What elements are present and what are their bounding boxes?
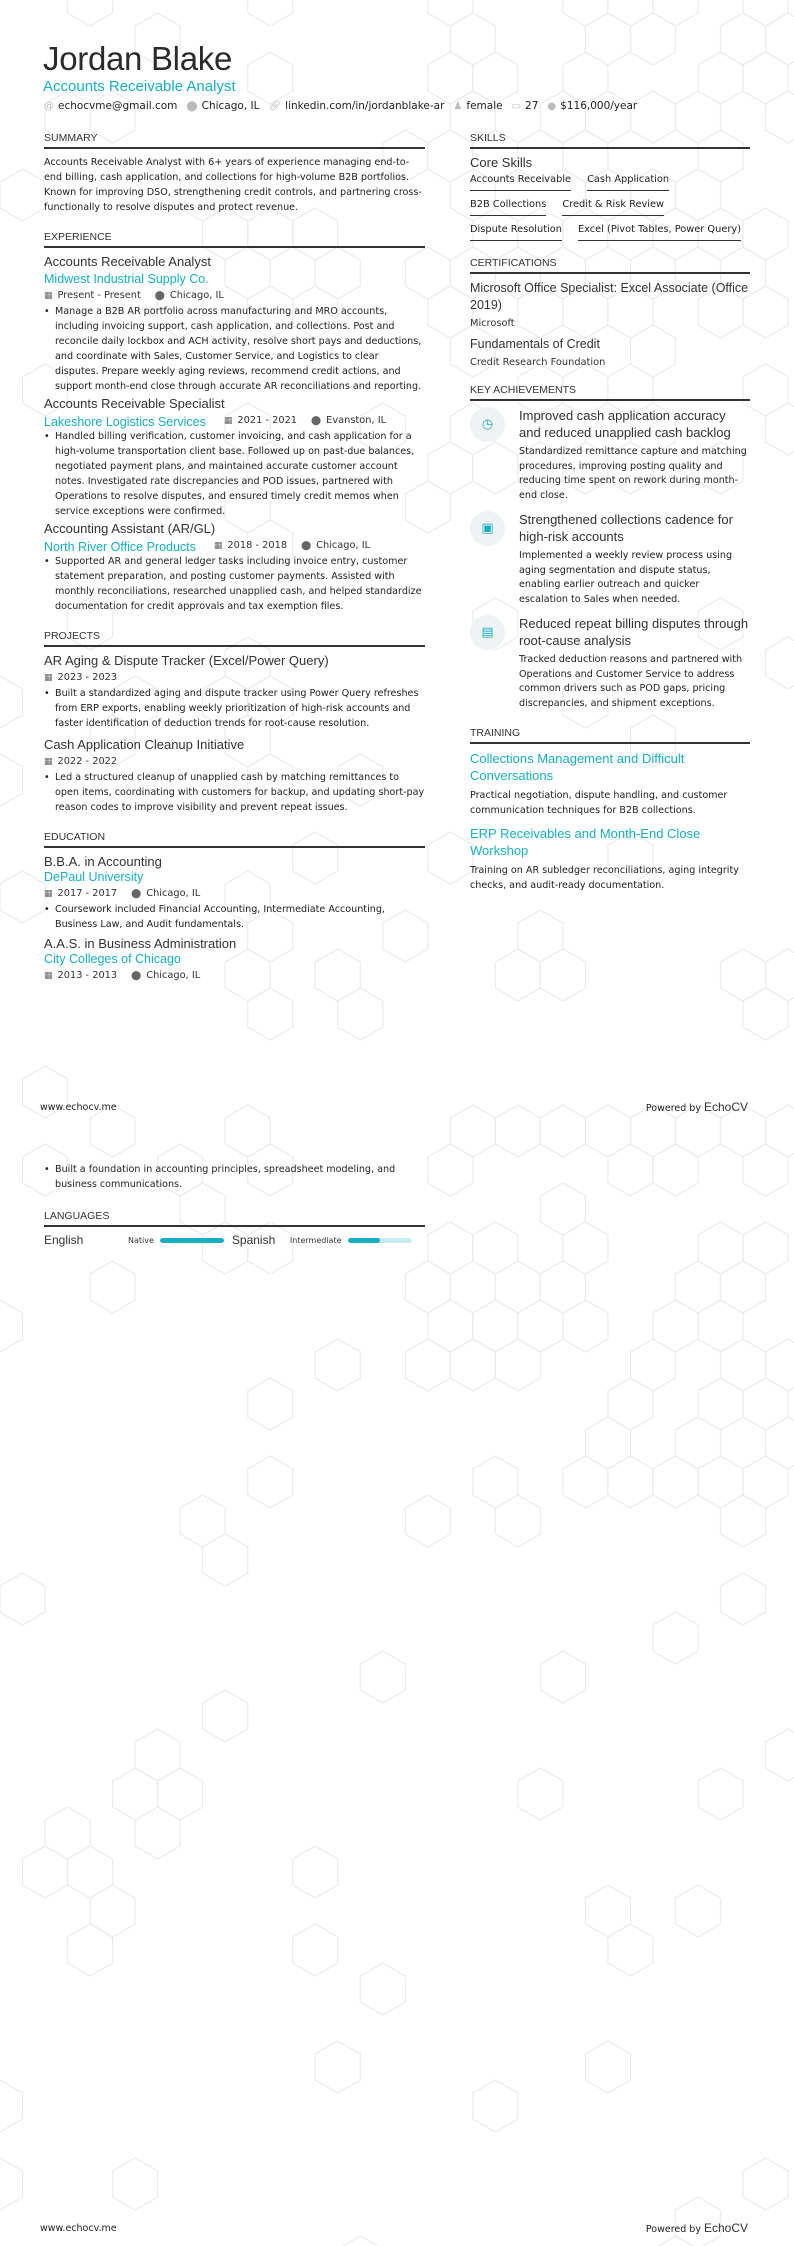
dates-text: 2018 - 2018	[227, 540, 288, 551]
job-role: Accounts Receivable Specialist	[44, 396, 225, 411]
company-name: North River Office Products	[44, 539, 196, 554]
left-column	[44, 132, 425, 997]
language-level: Intermediate	[289, 1235, 342, 1245]
location-pin-icon: ⬤	[311, 416, 322, 426]
calendar-icon: ▦	[223, 416, 233, 426]
age-text: 27	[525, 100, 539, 112]
candidate-name: Jordan Blake	[43, 40, 233, 77]
date-range	[44, 672, 425, 683]
summary-text: Accounts Receivable Analyst with 6+ years of experience managing end-to-end billing, cash application, and collections for high-volume B2B portfolios. Known for improving DSO, strengthening credit controls, and partnering cross-functionally to resolve disputes and protect revenue.	[44, 157, 422, 213]
achievement-item	[470, 407, 750, 503]
skill-tag: Dispute Resolution	[470, 224, 562, 241]
link-icon: 🔗︎	[268, 101, 282, 112]
certification-name: Microsoft Office Specialist: Excel Associate (Office 2019)	[470, 281, 749, 312]
project-name: AR Aging & Dispute Tracker (Excel/Power Query)	[44, 653, 329, 668]
location-text: Chicago, IL	[146, 970, 201, 981]
calendar-icon: ▦	[44, 757, 53, 767]
meta	[214, 540, 370, 551]
section-title: PROJECTS	[44, 630, 425, 647]
resume-page-2	[0, 1120, 794, 2246]
bullet: • Led a structured cleanup of unapplied cash by matching remittances to open items, coordinating with customers for backup, and updating short-pay reason codes to improve visibility and prevent repeat issues.	[44, 770, 425, 815]
languages-section	[44, 1210, 425, 1247]
edu-meta	[44, 970, 425, 981]
bookmark-icon: ▣	[470, 511, 505, 546]
date-range	[44, 756, 425, 767]
footer-site-link[interactable]: www.echocv.me	[40, 2223, 117, 2234]
bullet: • Coursework included Financial Accounting, Intermediate Accounting, Business Law, and Audit fundamentals.	[44, 902, 425, 932]
training-desc: Training on AR subledger reconciliations, aging integrity checks, and audit-ready documentation.	[470, 865, 739, 891]
location-text: Chicago, IL	[316, 540, 371, 551]
achievements-section	[470, 384, 750, 711]
skill-tag: Credit & Risk Review	[562, 199, 664, 216]
date-range	[44, 970, 117, 981]
training-name: ERP Receivables and Month-End Close Workshop	[470, 826, 701, 858]
location-text: Chicago, IL	[169, 290, 224, 301]
dates-text: 2021 - 2021	[237, 415, 298, 426]
contact-gender	[453, 100, 502, 112]
achievement-desc: Standardized remittance capture and matching procedures, improving posting quality and reducing time spent on rework during month-end close.	[519, 446, 747, 501]
section-title: SKILLS	[470, 132, 750, 149]
bullet: • Supported AR and general ledger tasks including invoice entry, customer statement preparation, and posting customer payments. Assisted with monthly reconciliations, researched unapplied cash, and helped standardize documentation for credit approvals and tax exemption files.	[44, 554, 425, 614]
experience-section	[44, 231, 425, 614]
school-name: City Colleges of Chicago	[44, 952, 181, 966]
job-role: Accounting Assistant (AR/GL)	[44, 521, 216, 536]
location-text: Chicago, IL	[201, 100, 260, 112]
salary-text: $116,000/year	[560, 100, 638, 112]
right-column	[470, 132, 750, 909]
location-pin-icon: ⬤	[301, 541, 312, 551]
skill-tags	[470, 174, 750, 241]
experience-item	[44, 396, 425, 519]
dates-text: 2023 - 2023	[57, 672, 118, 683]
location-text: Evanston, IL	[326, 415, 387, 426]
footer-powered-by[interactable]	[646, 1100, 748, 1114]
training-desc: Practical negotiation, dispute handling, and customer communication techniques for B2B collections.	[470, 790, 728, 816]
location-pin-icon: ⬤	[131, 889, 142, 899]
project-item	[44, 737, 425, 815]
clock-icon: ◷	[470, 407, 505, 442]
dates-text: 2017 - 2017	[57, 888, 118, 899]
section-title: KEY ACHIEVEMENTS	[470, 384, 750, 401]
skill-tag: Accounts Receivable	[470, 174, 571, 191]
certification-name: Fundamentals of Credit	[470, 337, 600, 351]
certifications-section	[470, 257, 750, 368]
skill-group-title: Core Skills	[470, 155, 533, 170]
achievement-title: Reduced repeat billing disputes through root-cause analysis	[519, 616, 749, 648]
location-text: Chicago, IL	[146, 888, 201, 899]
education-section	[44, 831, 425, 981]
achievement-desc: Implemented a weekly review process using aging segmentation and dispute status, enabling earlier outreach and quicker escalation to Sales when needed.	[519, 550, 733, 605]
gender-text: female	[466, 100, 503, 112]
company-name: Lakeshore Logistics Services	[44, 414, 206, 429]
section-title: CERTIFICATIONS	[470, 257, 750, 274]
calendar-icon: ▦	[44, 673, 53, 683]
job-role: Accounts Receivable Analyst	[44, 254, 211, 269]
project-item	[44, 653, 425, 731]
resume-page-1	[0, 0, 794, 1120]
education-item	[44, 936, 425, 981]
job-location	[311, 415, 386, 426]
edu-location	[131, 970, 200, 981]
location-pin-icon: ⬤	[154, 291, 165, 301]
achievement-item	[470, 511, 750, 607]
training-name: Collections Management and Difficult Conversations	[470, 751, 685, 783]
job-meta	[44, 290, 425, 301]
contact-location	[186, 100, 259, 112]
school-name: DePaul University	[44, 870, 144, 884]
company-name: Midwest Industrial Supply Co.	[44, 272, 209, 286]
experience-item	[44, 521, 425, 614]
linkedin-text: linkedin.com/in/jordanblake-ar	[285, 100, 445, 112]
achievement-item	[470, 615, 750, 711]
section-title: TRAINING	[470, 727, 750, 744]
calculator-icon: ▤	[470, 615, 505, 650]
powered-text: Powered by	[645, 2224, 701, 2235]
date-range	[44, 290, 141, 301]
projects-section	[44, 630, 425, 815]
powered-text: Powered by	[645, 1103, 701, 1114]
contact-info	[44, 100, 637, 112]
calendar-icon: ▭	[511, 101, 522, 112]
bullet: • Manage a B2B AR portfolio across manufacturing and MRO accounts, including invoicing support, cash application, and collections. Post and reconcile daily lockbox and ACH activity, resolve short pays and deductions, and coordinate with Sales, Customer Service, and Logistics to clear disputes. Prepare weekly aging reviews, recommend credit actions, and support month-end close through accurate AR reconciliations and reporting.	[44, 304, 425, 394]
calendar-icon: ▦	[44, 889, 53, 899]
job-location	[155, 290, 224, 301]
contact-salary	[547, 100, 637, 112]
footer-powered-by[interactable]	[646, 2221, 748, 2235]
date-range	[214, 540, 287, 551]
degree: B.B.A. in Accounting	[44, 854, 162, 869]
job-meta	[44, 536, 425, 554]
brand-logo: EchoCV	[703, 1100, 748, 1114]
contact-linkedin[interactable]	[268, 100, 444, 112]
date-range	[224, 415, 297, 426]
at-icon: @	[44, 101, 54, 112]
achievement-desc: Tracked deduction reasons and partnered with Operations and Customer Service to address common drivers such as POD gaps, pricing discrepancies, and shipment exceptions.	[519, 654, 743, 709]
footer-site-link[interactable]: www.echocv.me	[40, 1102, 117, 1113]
brand-logo: EchoCV	[703, 2221, 748, 2235]
date-range	[44, 888, 117, 899]
contact-age	[512, 100, 539, 112]
bullet: • Handled billing verification, customer invoicing, and cash application for a high-volume transportation client base. Followed up on past-due balances, negotiated payment plans, and maintained accurate customer account notes. Investigated rate discrepancies and POD issues, partnered with Operations to resolve disputes, and ensured timely credit memos when service exceptions were confirmed.	[44, 429, 425, 519]
edu-meta	[44, 888, 425, 899]
language-list	[44, 1233, 425, 1247]
email-text: echocvme@gmail.com	[58, 100, 178, 112]
skill-tag: Cash Application	[587, 174, 669, 191]
location-pin-icon: ⬤	[131, 971, 142, 981]
meta	[224, 415, 386, 426]
language-name: English	[44, 1233, 84, 1247]
contact-email[interactable]	[44, 100, 177, 112]
candidate-title: Accounts Receivable Analyst	[43, 78, 236, 95]
achievement-title: Strengthened collections cadence for high-risk accounts	[519, 512, 733, 544]
bullet: • Built a foundation in accounting principles, spreadsheet modeling, and business communications.	[44, 1162, 425, 1192]
experience-item	[44, 254, 425, 394]
language-level: Native	[128, 1235, 154, 1245]
language-name: Spanish	[231, 1233, 276, 1247]
project-name: Cash Application Cleanup Initiative	[44, 737, 245, 752]
edu-location	[131, 888, 200, 899]
location-pin-icon: ⬤	[186, 101, 198, 112]
training-section	[470, 727, 750, 893]
dates-text: 2013 - 2013	[57, 970, 118, 981]
dates-text: Present - Present	[57, 290, 141, 301]
skill-tag: Excel (Pivot Tables, Power Query)	[578, 224, 741, 241]
education-item	[44, 854, 425, 932]
language-proficiency-bar	[160, 1238, 224, 1243]
dates-text: 2022 - 2022	[57, 756, 118, 767]
summary-section	[44, 132, 425, 215]
left-column-continued	[44, 1162, 425, 1263]
language-proficiency-bar	[348, 1238, 412, 1243]
section-title: EXPERIENCE	[44, 231, 425, 248]
money-icon: ●	[547, 101, 557, 112]
skill-tag: B2B Collections	[470, 199, 546, 216]
section-title: EDUCATION	[44, 831, 425, 848]
calendar-icon: ▦	[44, 291, 53, 301]
calendar-icon: ▦	[213, 541, 223, 551]
calendar-icon: ▦	[44, 971, 53, 981]
degree: A.A.S. in Business Administration	[44, 936, 237, 951]
skills-section	[470, 132, 750, 241]
person-icon: ♟	[453, 101, 463, 112]
certification-org: Credit Research Foundation	[470, 357, 606, 368]
job-meta	[44, 411, 425, 429]
achievement-title: Improved cash application accuracy and reduced unapplied cash backlog	[519, 408, 731, 440]
job-location	[301, 540, 370, 551]
section-title: LANGUAGES	[44, 1210, 425, 1227]
section-title: SUMMARY	[44, 132, 425, 149]
certification-org: Microsoft	[470, 318, 515, 329]
bullet: • Built a standardized aging and dispute tracker using Power Query refreshes from ERP exports, enabling weekly prioritization of high-risk accounts and faster identification of deduction trends for root-cause resolution.	[44, 686, 425, 731]
